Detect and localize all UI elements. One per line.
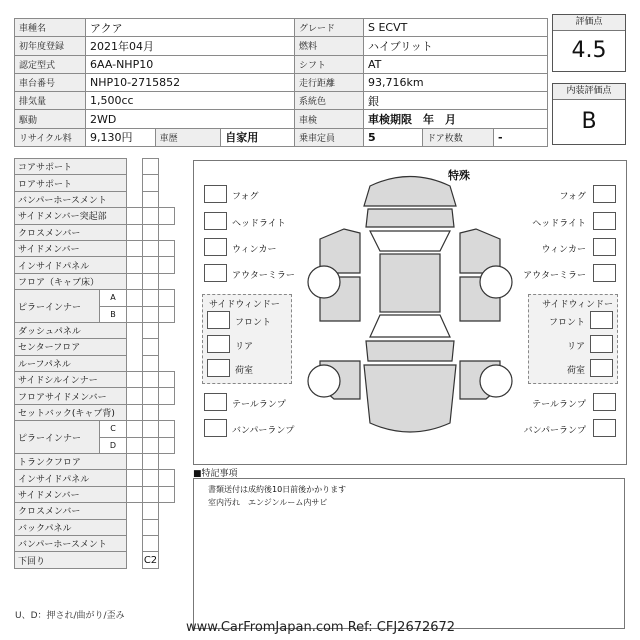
part-check-cell[interactable] bbox=[159, 503, 175, 519]
outer-mirror-left-label: アウターミラー bbox=[232, 271, 295, 281]
spec-row bbox=[15, 110, 548, 128]
part-check-cell[interactable] bbox=[159, 306, 175, 322]
side-window-right-rear-checkbox[interactable] bbox=[590, 335, 613, 353]
part-label: バンパーホースメント bbox=[15, 191, 127, 207]
parts-table bbox=[14, 158, 175, 569]
part-check-cell[interactable] bbox=[159, 273, 175, 289]
parts-row bbox=[15, 404, 175, 420]
part-check-cell[interactable] bbox=[127, 437, 143, 453]
footer-watermark: www.CarFromJapan.com Ref: CFJ2672672 bbox=[186, 620, 456, 635]
parts-row bbox=[15, 372, 175, 388]
side-window-right-front-label: フロント bbox=[548, 318, 585, 328]
part-check-cell[interactable] bbox=[143, 454, 159, 470]
part-check-cell[interactable] bbox=[127, 355, 143, 371]
history-value: 自家用 bbox=[221, 128, 295, 146]
part-check-cell[interactable] bbox=[143, 224, 159, 240]
spec-value: 2WD bbox=[86, 110, 295, 128]
side-window-left-cargo-label: 荷室 bbox=[235, 366, 254, 376]
part-check-cell[interactable] bbox=[159, 421, 175, 437]
spec-label: 初年度登録 bbox=[15, 37, 86, 55]
spec-value: ハイブリット bbox=[364, 37, 548, 55]
parts-row bbox=[15, 503, 175, 519]
spec-label: 排気量 bbox=[15, 92, 86, 110]
spec-label: 車台番号 bbox=[15, 73, 86, 91]
note-line-2: 室内汚れ エンジンルーム内サビ bbox=[208, 498, 328, 507]
parts-row bbox=[15, 290, 175, 306]
part-check-cell[interactable] bbox=[159, 437, 175, 453]
spec-row bbox=[15, 128, 548, 146]
parts-row bbox=[15, 388, 175, 404]
tail-lamp-left-label: テールランプ bbox=[232, 400, 286, 410]
spec-label: 燃料 bbox=[295, 37, 364, 55]
part-check-cell[interactable] bbox=[159, 290, 175, 306]
side-window-left-group bbox=[202, 294, 292, 384]
fog-left-label: フォグ bbox=[232, 192, 259, 202]
part-check-cell[interactable] bbox=[143, 306, 159, 322]
part-check-cell[interactable] bbox=[143, 421, 159, 437]
side-window-left-front-label: フロント bbox=[235, 318, 272, 328]
spec-label: 車検 bbox=[295, 110, 364, 128]
notes-title: ■特記事項 bbox=[193, 469, 238, 479]
capacity-label: 乗車定員 bbox=[295, 128, 364, 146]
notes-box bbox=[193, 478, 625, 629]
side-window-right-cargo-label: 荷室 bbox=[566, 366, 585, 376]
bumper-lamp-right-label: バンパーランプ bbox=[523, 426, 586, 436]
spec-label: 車種名 bbox=[15, 19, 86, 37]
part-check-cell[interactable] bbox=[159, 519, 175, 535]
part-check-cell[interactable] bbox=[159, 224, 175, 240]
grade-label: 評価点 bbox=[553, 15, 625, 31]
part-check-cell[interactable] bbox=[127, 273, 143, 289]
grade-box bbox=[552, 14, 626, 72]
part-check-cell[interactable] bbox=[143, 322, 159, 338]
part-check-cell[interactable] bbox=[159, 175, 175, 191]
bumper-lamp-left-label: バンパーランプ bbox=[232, 426, 295, 436]
side-window-right-front-checkbox[interactable] bbox=[590, 311, 613, 329]
parts-row bbox=[15, 339, 175, 355]
part-check-cell[interactable] bbox=[127, 159, 143, 175]
part-check-cell[interactable] bbox=[127, 404, 143, 420]
spec-value: 1,500cc bbox=[86, 92, 295, 110]
part-label: コアサポート bbox=[15, 159, 127, 175]
part-label: サイドメンバー突起部 bbox=[15, 208, 127, 224]
part-value-cell[interactable]: C2 bbox=[143, 552, 159, 568]
part-check-cell[interactable] bbox=[159, 388, 175, 404]
part-check-cell[interactable] bbox=[143, 503, 159, 519]
part-check-cell[interactable] bbox=[143, 339, 159, 355]
part-check-cell[interactable] bbox=[127, 339, 143, 355]
part-check-cell[interactable] bbox=[127, 257, 143, 273]
spec-label: シフト bbox=[295, 55, 364, 73]
spec-table bbox=[14, 18, 548, 147]
tail-lamp-right-label: テールランプ bbox=[532, 400, 586, 410]
side-window-right-cargo-checkbox[interactable] bbox=[590, 359, 613, 377]
diagram-title: 特殊 bbox=[448, 169, 470, 182]
part-check-cell[interactable] bbox=[127, 486, 143, 502]
part-check-cell[interactable] bbox=[143, 175, 159, 191]
part-check-cell[interactable] bbox=[127, 503, 143, 519]
part-label: ピラーインナー bbox=[15, 290, 100, 323]
headlight-right-label: ヘッドライト bbox=[532, 219, 586, 229]
part-check-cell[interactable] bbox=[159, 535, 175, 551]
pillar-sub-label: D bbox=[100, 437, 127, 453]
part-check-cell[interactable] bbox=[127, 290, 143, 306]
legend-text: U、D：押され/曲がり/歪み bbox=[15, 611, 125, 621]
part-label: センターフロア bbox=[15, 339, 127, 355]
part-label: ピラーインナー bbox=[15, 421, 100, 454]
parts-row bbox=[15, 421, 175, 437]
part-check-cell[interactable] bbox=[159, 208, 175, 224]
parts-row bbox=[15, 470, 175, 486]
part-check-cell[interactable] bbox=[127, 208, 143, 224]
part-check-cell[interactable] bbox=[159, 191, 175, 207]
part-check-cell[interactable] bbox=[143, 372, 159, 388]
part-label: インサイドパネル bbox=[15, 470, 127, 486]
pillar-sub-label: B bbox=[100, 306, 127, 322]
headlight-right-checkbox[interactable] bbox=[593, 212, 616, 230]
headlight-left-checkbox[interactable] bbox=[204, 212, 227, 230]
part-check-cell[interactable] bbox=[127, 224, 143, 240]
spec-label: 駆動 bbox=[15, 110, 86, 128]
spec-row bbox=[15, 37, 548, 55]
fog-left-checkbox[interactable] bbox=[204, 185, 227, 203]
spec-row bbox=[15, 73, 548, 91]
side-window-right-title: サイドウィンドー bbox=[542, 300, 613, 310]
outer-mirror-right-checkbox[interactable] bbox=[593, 264, 616, 282]
spec-value: 銀 bbox=[364, 92, 548, 110]
spec-label: 系統色 bbox=[295, 92, 364, 110]
part-check-cell[interactable] bbox=[143, 388, 159, 404]
part-label: ダッシュパネル bbox=[15, 322, 127, 338]
part-label: サイドメンバー bbox=[15, 240, 127, 256]
part-check-cell[interactable] bbox=[143, 191, 159, 207]
part-label: バンパーホースメント bbox=[15, 535, 127, 551]
part-check-cell[interactable] bbox=[143, 355, 159, 371]
side-window-left-cargo-checkbox[interactable] bbox=[207, 359, 230, 377]
parts-row bbox=[15, 486, 175, 502]
part-label: フロア（キャブ床） bbox=[15, 273, 127, 289]
parts-row bbox=[15, 257, 175, 273]
parts-row bbox=[15, 224, 175, 240]
part-check-cell[interactable] bbox=[159, 372, 175, 388]
part-check-cell[interactable] bbox=[127, 388, 143, 404]
grade-value: 4.5 bbox=[571, 38, 607, 63]
part-label: サイドメンバー bbox=[15, 486, 127, 502]
part-check-cell[interactable] bbox=[127, 519, 143, 535]
parts-row bbox=[15, 322, 175, 338]
spec-value: 車検期限 年 月 bbox=[364, 110, 548, 128]
part-check-cell[interactable] bbox=[159, 470, 175, 486]
part-label: クロスメンバー bbox=[15, 503, 127, 519]
parts-row bbox=[15, 273, 175, 289]
parts-row bbox=[15, 159, 175, 175]
part-check-cell[interactable] bbox=[143, 486, 159, 502]
parts-row bbox=[15, 175, 175, 191]
side-window-left-title: サイドウィンドー bbox=[209, 300, 280, 310]
winker-left-label: ウィンカー bbox=[232, 245, 277, 255]
part-check-cell[interactable] bbox=[127, 454, 143, 470]
interior-grade-value: B bbox=[581, 109, 597, 134]
spec-row bbox=[15, 19, 548, 37]
parts-row bbox=[15, 240, 175, 256]
part-check-cell[interactable] bbox=[143, 535, 159, 551]
spec-value: AT bbox=[364, 55, 548, 73]
parts-row bbox=[15, 191, 175, 207]
spec-value: S ECVT bbox=[364, 19, 548, 37]
winker-right-label: ウィンカー bbox=[541, 245, 586, 255]
part-check-cell[interactable] bbox=[143, 290, 159, 306]
part-check-cell[interactable] bbox=[127, 535, 143, 551]
part-check-cell[interactable] bbox=[143, 240, 159, 256]
part-check-cell[interactable] bbox=[159, 159, 175, 175]
winker-left-checkbox[interactable] bbox=[204, 238, 227, 256]
spec-value: NHP10-2715852 bbox=[86, 73, 295, 91]
part-check-cell[interactable] bbox=[143, 470, 159, 486]
doors-value: - bbox=[494, 128, 548, 146]
parts-row bbox=[15, 535, 175, 551]
part-label: ロアサポート bbox=[15, 175, 127, 191]
part-check-cell[interactable] bbox=[159, 355, 175, 371]
parts-row bbox=[15, 454, 175, 470]
outer-mirror-left-checkbox[interactable] bbox=[204, 264, 227, 282]
spec-label: 走行距離 bbox=[295, 73, 364, 91]
history-label: 車歴 bbox=[155, 128, 221, 146]
part-check-cell[interactable] bbox=[143, 404, 159, 420]
spec-value: 6AA-NHP10 bbox=[86, 55, 295, 73]
outer-mirror-right-label: アウターミラー bbox=[523, 271, 586, 281]
part-check-cell[interactable] bbox=[159, 240, 175, 256]
part-check-cell[interactable] bbox=[159, 339, 175, 355]
part-check-cell[interactable] bbox=[127, 306, 143, 322]
part-label: インサイドパネル bbox=[15, 257, 127, 273]
part-label: トランクフロア bbox=[15, 454, 127, 470]
tail-lamp-right-checkbox[interactable] bbox=[593, 393, 616, 411]
car-diagram-panel bbox=[193, 160, 627, 465]
part-check-cell[interactable] bbox=[127, 191, 143, 207]
part-check-cell[interactable] bbox=[127, 470, 143, 486]
side-window-right-group bbox=[528, 294, 618, 384]
interior-grade-box bbox=[552, 83, 626, 145]
recycle-label: リサイクル料 bbox=[15, 128, 86, 146]
side-window-left-rear-checkbox[interactable] bbox=[207, 335, 230, 353]
parts-row bbox=[15, 552, 175, 568]
tail-lamp-left-checkbox[interactable] bbox=[204, 393, 227, 411]
parts-row bbox=[15, 519, 175, 535]
recycle-value: 9,130円 bbox=[86, 128, 156, 146]
doors-label: ドア枚数 bbox=[423, 128, 494, 146]
side-window-right-rear-label: リア bbox=[566, 342, 585, 352]
capacity-value: 5 bbox=[364, 128, 423, 146]
part-check-cell[interactable] bbox=[127, 240, 143, 256]
part-check-cell[interactable] bbox=[159, 322, 175, 338]
part-check-cell[interactable] bbox=[143, 257, 159, 273]
part-check-cell[interactable] bbox=[127, 552, 143, 568]
part-check-cell[interactable] bbox=[127, 421, 143, 437]
pillar-sub-label: C bbox=[100, 421, 127, 437]
note-line-1: 書類送付は成約後10日前後かかります bbox=[208, 485, 347, 494]
part-check-cell[interactable] bbox=[127, 372, 143, 388]
part-check-cell[interactable] bbox=[159, 404, 175, 420]
spec-value: 2021年04月 bbox=[86, 37, 295, 55]
interior-grade-label: 内装評価点 bbox=[553, 84, 625, 100]
part-check-cell[interactable] bbox=[159, 552, 175, 568]
headlight-left-label: ヘッドライト bbox=[232, 219, 286, 229]
part-check-cell[interactable] bbox=[159, 454, 175, 470]
part-check-cell[interactable] bbox=[127, 322, 143, 338]
part-check-cell[interactable] bbox=[143, 208, 159, 224]
part-check-cell[interactable] bbox=[143, 159, 159, 175]
part-check-cell[interactable] bbox=[143, 519, 159, 535]
part-check-cell[interactable] bbox=[159, 257, 175, 273]
part-label: バックパネル bbox=[15, 519, 127, 535]
pillar-sub-label: A bbox=[100, 290, 127, 306]
side-window-left-front-checkbox[interactable] bbox=[207, 311, 230, 329]
spec-label: グレード bbox=[295, 19, 364, 37]
part-label: ルーフパネル bbox=[15, 355, 127, 371]
spec-value: 93,716km bbox=[364, 73, 548, 91]
part-check-cell[interactable] bbox=[143, 273, 159, 289]
part-check-cell[interactable] bbox=[143, 437, 159, 453]
side-window-left-rear-label: リア bbox=[235, 342, 254, 352]
part-label: フロアサイドメンバー bbox=[15, 388, 127, 404]
part-label: クロスメンバー bbox=[15, 224, 127, 240]
part-check-cell[interactable] bbox=[159, 486, 175, 502]
fog-right-checkbox[interactable] bbox=[593, 185, 616, 203]
part-check-cell[interactable] bbox=[127, 175, 143, 191]
part-label: サイドシルインナー bbox=[15, 372, 127, 388]
spec-value: アクア bbox=[86, 19, 295, 37]
parts-row bbox=[15, 208, 175, 224]
part-label: セットバック(キャブ背) bbox=[15, 404, 127, 420]
spec-row bbox=[15, 55, 548, 73]
fog-right-label: フォグ bbox=[559, 192, 586, 202]
bumper-lamp-right-checkbox[interactable] bbox=[593, 419, 616, 437]
winker-right-checkbox[interactable] bbox=[593, 238, 616, 256]
part-label: 下回り bbox=[15, 552, 127, 568]
spec-row bbox=[15, 92, 548, 110]
parts-row bbox=[15, 355, 175, 371]
bumper-lamp-left-checkbox[interactable] bbox=[204, 419, 227, 437]
spec-label: 認定型式 bbox=[15, 55, 86, 73]
